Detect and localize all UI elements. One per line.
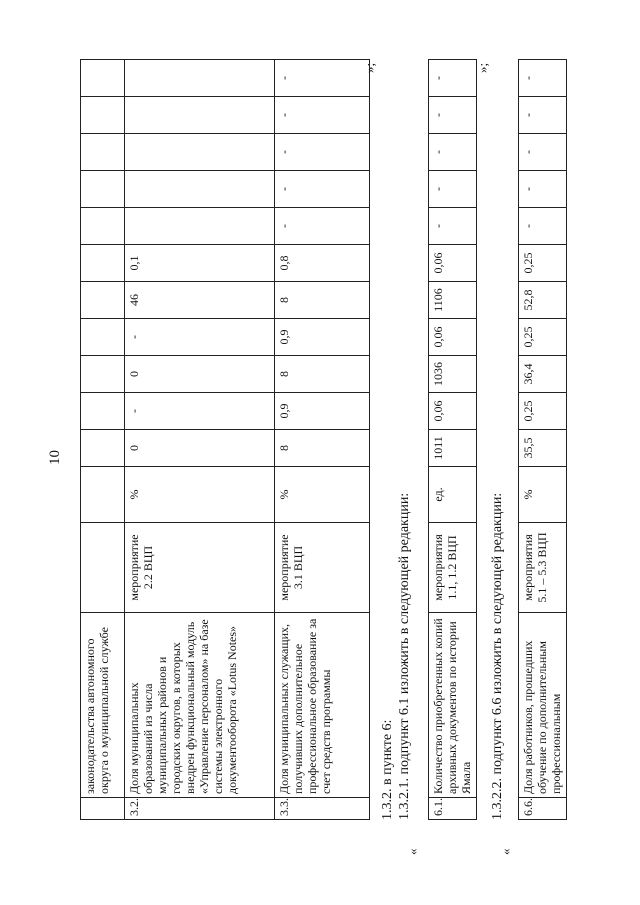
table-cell xyxy=(81,467,125,523)
value-cell: - xyxy=(275,171,370,208)
indicators-table-2 xyxy=(428,59,477,820)
value-cell: 8 xyxy=(275,282,370,319)
row-number: 3.2. xyxy=(125,798,275,820)
closing-quote: »; xyxy=(362,62,377,73)
value-cell: - xyxy=(275,208,370,245)
value-cell: 46 xyxy=(125,282,275,319)
table-cell xyxy=(81,356,125,393)
value-cell xyxy=(125,208,275,245)
page-number: 10 xyxy=(47,450,63,465)
indicators-table-3 xyxy=(518,59,567,820)
value-cell: 52,8 xyxy=(519,282,567,319)
paragraph-1-3-2: 1.3.2. в пункте 6: xyxy=(380,719,395,820)
value-cell: 35,5 xyxy=(519,430,567,467)
value-cell: 8 xyxy=(275,430,370,467)
unit-cell: % xyxy=(275,467,370,523)
value-cell: 0,25 xyxy=(519,319,567,356)
value-cell: 0,25 xyxy=(519,245,567,282)
indicator-name: Доля работников, прошедших обучение по дополнительным профессиональным xyxy=(519,613,567,798)
value-cell: - xyxy=(519,60,567,97)
value-cell: - xyxy=(429,208,477,245)
value-cell: - xyxy=(275,97,370,134)
table-cell xyxy=(81,523,125,613)
value-cell: 1106 xyxy=(429,282,477,319)
indicator-name: Доля муниципальных служащих, получивших дополнительное профессиональное образование за счет средств программы xyxy=(275,613,370,798)
table-cell xyxy=(81,430,125,467)
row-number: 6.1. xyxy=(429,798,477,820)
value-cell: 0,9 xyxy=(275,319,370,356)
indicator-name: Доля муниципальных образований из числа муниципальных районов и городских округов, в которых внедрен функциональный модуль «Управление персоналом» на базе системы электронного документооборота «Lotus Notes» xyxy=(125,613,275,798)
row-number: 3.3. xyxy=(275,798,370,820)
value-cell: - xyxy=(429,171,477,208)
value-cell: 0,06 xyxy=(429,319,477,356)
value-cell xyxy=(125,134,275,171)
indicators-table-1 xyxy=(80,59,370,820)
event-cell: мероприятия 1.1, 1.2 ВЦП xyxy=(429,523,477,613)
indicator-name: Количество приобретенных копий архивных документов по истории Ямала xyxy=(429,613,477,798)
value-cell: 0,8 xyxy=(275,245,370,282)
opening-quote: « xyxy=(405,848,420,855)
value-cell: - xyxy=(429,60,477,97)
table-cell xyxy=(81,134,125,171)
value-cell: - xyxy=(275,134,370,171)
event-cell: мероприятия 5.1 – 5.3 ВЦП xyxy=(519,523,567,613)
value-cell xyxy=(125,60,275,97)
table-row xyxy=(125,60,275,820)
value-cell xyxy=(125,97,275,134)
table-cell xyxy=(81,393,125,430)
value-cell: - xyxy=(429,97,477,134)
value-cell: 0,25 xyxy=(519,393,567,430)
value-cell: - xyxy=(519,171,567,208)
paragraph-1-3-2-1: 1.3.2.1. подпункт 6.1 изложить в следующей редакции: xyxy=(397,492,412,820)
table-cell xyxy=(81,171,125,208)
table-row xyxy=(81,60,125,820)
value-cell: 0,9 xyxy=(275,393,370,430)
unit-cell: ед. xyxy=(429,467,477,523)
unit-cell: % xyxy=(125,467,275,523)
unit-cell: % xyxy=(519,467,567,523)
opening-quote: « xyxy=(498,848,513,855)
value-cell: 0 xyxy=(125,356,275,393)
value-cell: 0 xyxy=(125,430,275,467)
value-cell: - xyxy=(519,97,567,134)
table-cell xyxy=(81,60,125,97)
closing-quote: »; xyxy=(475,62,490,73)
value-cell xyxy=(125,171,275,208)
table-row xyxy=(429,60,477,820)
table-row xyxy=(275,60,370,820)
value-cell: - xyxy=(125,393,275,430)
event-cell: мероприятие 3.1 ВЦП xyxy=(275,523,370,613)
table-cell xyxy=(81,798,125,820)
table-row xyxy=(519,60,567,820)
value-cell: - xyxy=(429,134,477,171)
value-cell: 0,06 xyxy=(429,245,477,282)
value-cell: 0,1 xyxy=(125,245,275,282)
value-cell: 8 xyxy=(275,356,370,393)
value-cell: - xyxy=(275,60,370,97)
value-cell: 0,06 xyxy=(429,393,477,430)
row-number: 6.6. xyxy=(519,798,567,820)
table-cell xyxy=(81,282,125,319)
table-cell: законодательства автономного округа о муниципальной службе xyxy=(81,613,125,798)
value-cell: - xyxy=(125,319,275,356)
value-cell: - xyxy=(519,208,567,245)
table-cell xyxy=(81,208,125,245)
table-cell xyxy=(81,319,125,356)
value-cell: 1036 xyxy=(429,356,477,393)
value-cell: 1011 xyxy=(429,430,477,467)
value-cell: 36,4 xyxy=(519,356,567,393)
table-cell xyxy=(81,97,125,134)
event-cell: мероприятие 2.2 ВЦП xyxy=(125,523,275,613)
value-cell: - xyxy=(519,134,567,171)
table-cell xyxy=(81,245,125,282)
paragraph-1-3-2-2: 1.3.2.2. подпункт 6.6 изложить в следующей редакции: xyxy=(490,492,505,820)
